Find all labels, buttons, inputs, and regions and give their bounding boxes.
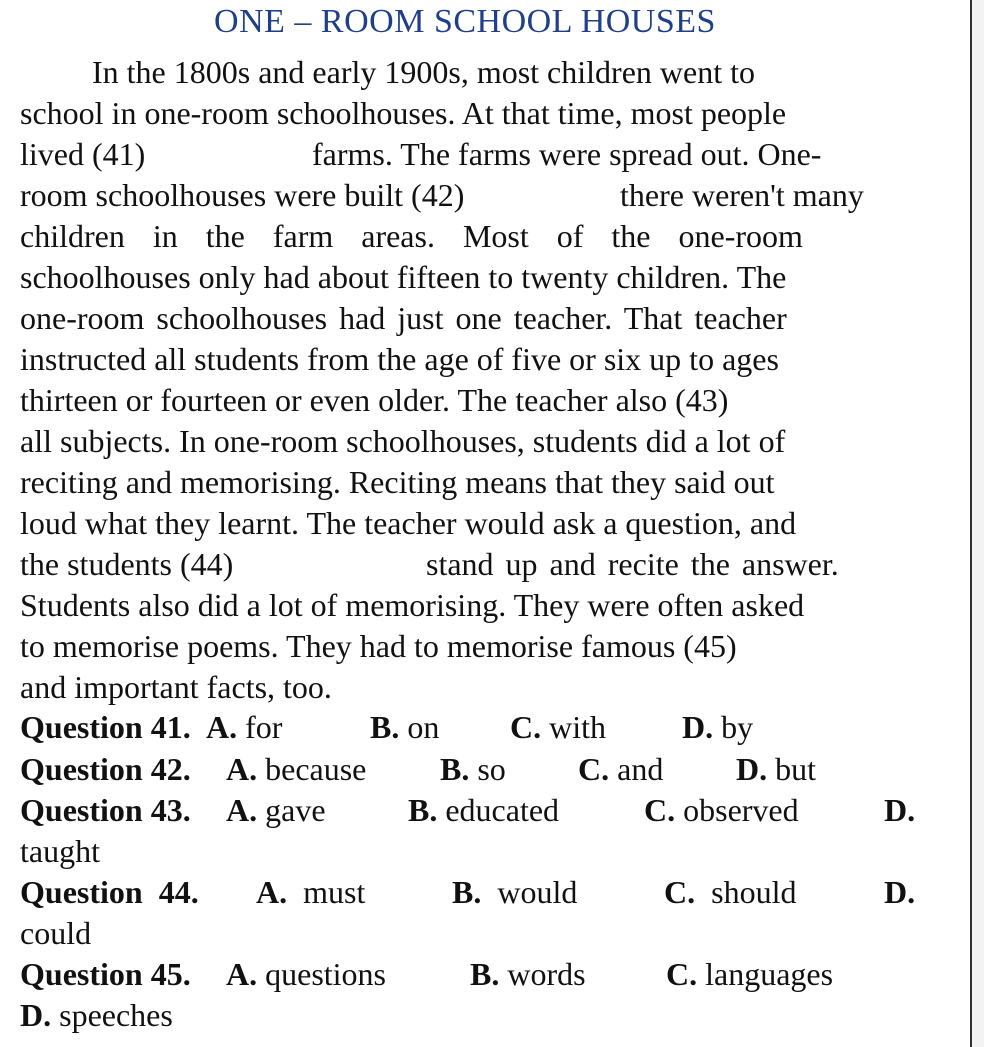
option-text: gave (265, 792, 326, 828)
passage-line-13-end: stand up and recite the answer. (426, 546, 839, 582)
option-text: would (497, 874, 578, 910)
question-43-option-d-text[interactable]: taught (20, 833, 100, 869)
question-43-option-a[interactable] (226, 790, 326, 830)
document-title: ONE – ROOM SCHOOL HOUSES (214, 3, 716, 40)
passage-line-10: all subjects. In one-room schoolhouses, students did a lot of (20, 423, 786, 459)
option-text: languages (705, 956, 834, 992)
passage-line-7: one-room schoolhouses had just one teacher. That teacher (20, 300, 787, 336)
option-text: should (711, 874, 797, 910)
option-letter: A. (226, 751, 258, 787)
question-44-option-d-letter[interactable]: D. (884, 874, 916, 910)
question-44-option-a[interactable] (256, 872, 365, 912)
passage-line-4-start: room schoolhouses were built (42) (20, 177, 465, 213)
option-text: for (245, 709, 283, 745)
option-text: but (775, 751, 816, 787)
option-letter: C. (644, 792, 676, 828)
option-letter: B. (370, 709, 400, 745)
passage-line-5: children in the farm areas. Most of the one-room (20, 218, 803, 254)
question-44-option-c[interactable] (664, 872, 796, 912)
option-letter: B. (408, 792, 438, 828)
question-45-option-a[interactable] (226, 954, 386, 994)
passage-line-14: Students also did a lot of memorising. They were often asked (20, 587, 805, 623)
question-44-option-d-text[interactable]: could (20, 915, 92, 951)
option-letter: A. (226, 956, 258, 992)
option-letter: D. (736, 751, 768, 787)
option-letter: B. (440, 751, 470, 787)
option-letter: C. (510, 709, 542, 745)
option-text: speeches (59, 997, 173, 1033)
question-44-option-b[interactable] (452, 872, 577, 912)
passage-line-16: and important facts, too. (20, 669, 332, 705)
option-text: must (303, 874, 366, 910)
passage-line-3-end: farms. The farms were spread out. One- (312, 136, 822, 172)
passage-line-13-start: the students (44) (20, 546, 234, 582)
option-text: observed (683, 792, 799, 828)
question-42-label: Question 42. (20, 751, 191, 787)
page-right-border (970, 0, 972, 1047)
passage-line-1: In the 1800s and early 1900s, most children went to (92, 54, 755, 90)
passage-line-4 (20, 175, 912, 215)
option-text: with (549, 709, 606, 745)
passage-line-15: to memorise poems. They had to memorise famous (45) (20, 628, 737, 664)
option-text: and (617, 751, 664, 787)
passage-line-3-start: lived (41) (20, 136, 146, 172)
question-45-option-d[interactable] (20, 995, 173, 1035)
question-45-option-b[interactable] (470, 954, 586, 994)
question-41-option-a[interactable] (206, 707, 282, 747)
option-text: questions (265, 956, 386, 992)
question-41-option-c[interactable] (510, 707, 606, 747)
passage-line-13 (20, 544, 912, 584)
option-letter: D. (20, 997, 52, 1033)
passage-line-2: school in one-room schoolhouses. At that time, most people (20, 95, 787, 131)
question-42-option-b[interactable] (440, 749, 506, 789)
question-45-label: Question 45. (20, 956, 191, 992)
option-letter: A. (206, 709, 238, 745)
passage-line-4-end: there weren't many (620, 177, 864, 213)
option-text: educated (445, 792, 560, 828)
option-text: by (721, 709, 754, 745)
question-42-option-a[interactable] (226, 749, 366, 789)
passage-line-11: reciting and memorising. Reciting means that they said out (20, 464, 775, 500)
question-43-option-d-letter[interactable]: D. (884, 792, 916, 828)
passage-line-6: schoolhouses only had about fifteen to twenty children. The (20, 259, 787, 295)
option-text: so (477, 751, 506, 787)
question-45-option-c[interactable] (666, 954, 833, 994)
option-letter: A. (256, 874, 288, 910)
option-letter: C. (666, 956, 698, 992)
option-letter: B. (470, 956, 500, 992)
question-42-option-d[interactable] (736, 749, 816, 789)
passage-line-8: instructed all students from the age of five or six up to ages (20, 341, 779, 377)
option-letter: C. (578, 751, 610, 787)
passage-line-12: loud what they learnt. The teacher would ask a question, and (20, 505, 797, 541)
question-41-option-b[interactable] (370, 707, 439, 747)
option-letter: B. (452, 874, 482, 910)
question-43-option-c[interactable] (644, 790, 799, 830)
question-43-option-b[interactable] (408, 790, 559, 830)
question-41-option-d[interactable] (682, 707, 753, 747)
question-41-label: Question 41. (20, 709, 191, 745)
option-letter: C. (664, 874, 696, 910)
passage-line-9: thirteen or fourteen or even older. The teacher also (43) (20, 382, 729, 418)
option-letter: A. (226, 792, 258, 828)
question-44-label: Question 44. (20, 874, 199, 910)
option-text: on (407, 709, 440, 745)
page-edge-shade (972, 0, 984, 1047)
option-text: words (507, 956, 586, 992)
passage-line-3 (20, 134, 912, 174)
question-43-label: Question 43. (20, 792, 191, 828)
option-text: because (265, 751, 367, 787)
question-42-option-c[interactable] (578, 749, 663, 789)
option-letter: D. (682, 709, 714, 745)
